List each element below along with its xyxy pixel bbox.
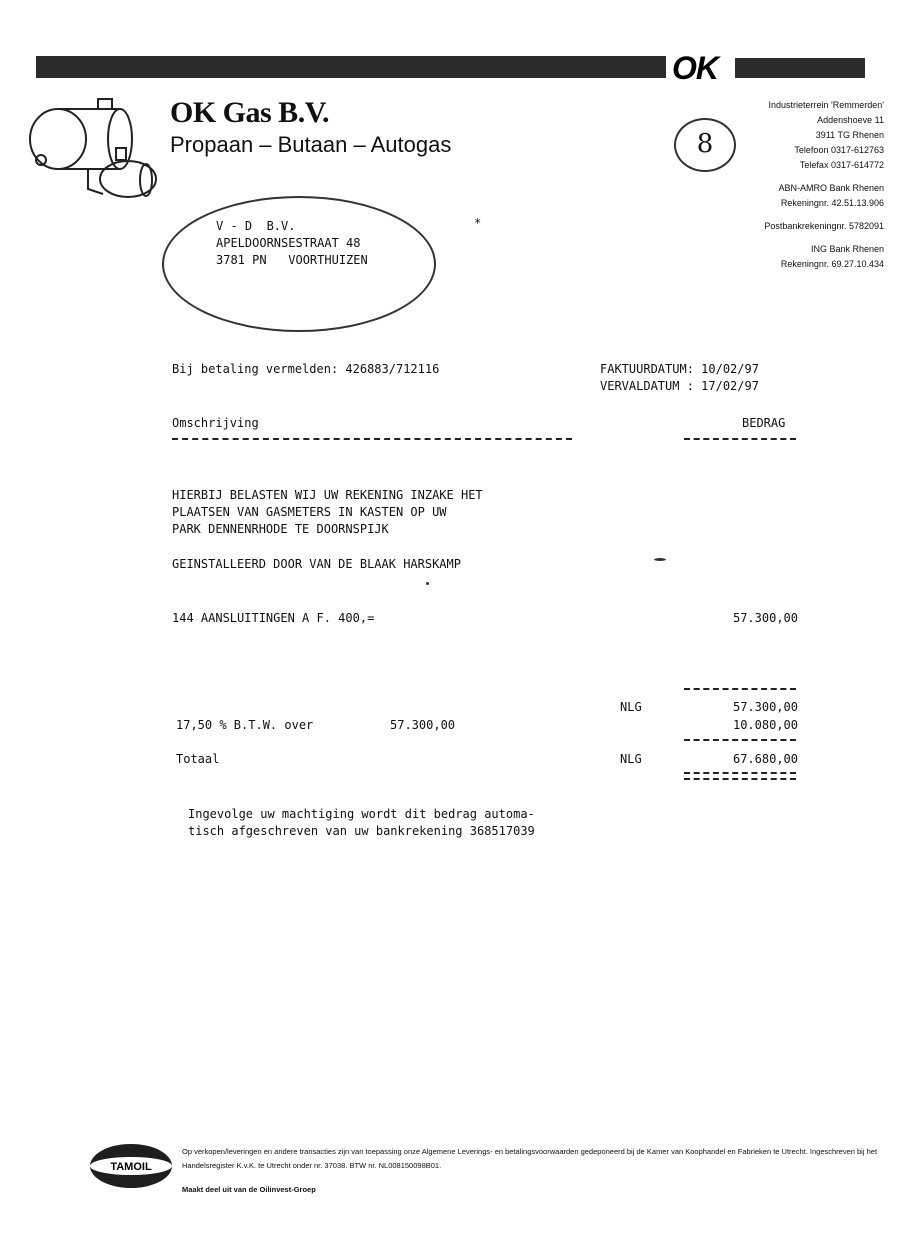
- address-line: ABN-AMRO Bank Rhenen: [778, 183, 884, 193]
- subtotal-amount: 57.300,00: [732, 700, 798, 714]
- description-line: HIERBIJ BELASTEN WIJ UW REKENING INZAKE HET: [172, 488, 483, 502]
- subtotal-currency: NLG: [620, 700, 642, 714]
- subtotal-rule: [684, 688, 796, 690]
- vat-text: 17,50 % B.T.W. over: [176, 718, 314, 732]
- vat-amount: 10.080,00: [732, 718, 798, 732]
- address-line: Rekeningnr. 69.27.10.434: [780, 259, 884, 269]
- address-line: Industrieterrein 'Remmerden': [768, 100, 884, 110]
- note-line: tisch afgeschreven van uw bankrekening 368517039: [188, 824, 535, 838]
- total-double-rule: [684, 772, 796, 780]
- column-header-amount: BEDRAG: [742, 416, 786, 430]
- recipient-street: APELDOORNSESTRAAT 48: [216, 236, 361, 250]
- recipient-marker: *: [474, 216, 482, 230]
- address-line: 3911 TG Rhenen: [815, 130, 884, 140]
- total-currency: NLG: [620, 752, 642, 766]
- invoice-date: FAKTUURDATUM: 10/02/97: [600, 362, 759, 376]
- tamoil-logo-text: TAMOIL: [110, 1161, 152, 1173]
- handwritten-number: 8: [674, 118, 736, 172]
- address-line: Telefax 0317-614772: [799, 160, 884, 170]
- tamoil-logo: [88, 1142, 174, 1190]
- gas-tank-illustration: [28, 94, 160, 204]
- recipient-address: [216, 218, 368, 269]
- company-tagline: Propaan – Butaan – Autogas: [170, 132, 452, 157]
- scan-speck: [654, 558, 666, 561]
- scan-speck: [426, 582, 429, 585]
- description-line: PLAATSEN VAN GASMETERS IN KASTEN OP UW: [172, 505, 447, 519]
- recipient-city: 3781 PN VOORTHUIZEN: [216, 253, 368, 267]
- company-name: OK Gas B.V.: [170, 96, 329, 129]
- address-line: Rekeningnr. 42.51.13.906: [780, 198, 884, 208]
- total-label: Totaal: [176, 752, 220, 766]
- installed-by: GEINSTALLEERD DOOR VAN DE BLAAK HARSKAMP: [172, 557, 461, 571]
- ok-logo: OK: [672, 50, 718, 86]
- address-gap: [704, 211, 884, 219]
- header-underline-amount: [684, 438, 796, 440]
- vat-base: 57.300,00: [390, 718, 456, 732]
- description-block: [172, 487, 483, 538]
- recipient-name: V - D B.V.: [216, 219, 296, 233]
- description-line: PARK DENNENRHODE TE DOORNSPIJK: [172, 522, 389, 536]
- header-band-right: [735, 58, 865, 78]
- footer-group: Maakt deel uit van de Oilinvest-Groep: [182, 1185, 316, 1194]
- payment-reference: Bij betaling vermelden: 426883/712116: [172, 362, 440, 376]
- total-rule: [684, 739, 796, 741]
- line-item-amount: 57.300,00: [732, 611, 798, 625]
- address-line: Addenshoeve 11: [817, 115, 884, 125]
- total-amount: 67.680,00: [732, 752, 798, 766]
- address-line: Postbankrekeningnr. 5782091: [764, 221, 884, 231]
- address-line: ING Bank Rhenen: [810, 244, 884, 254]
- header-band: [36, 56, 666, 78]
- column-header-description: Omschrijving: [172, 416, 259, 430]
- header-underline-description: [172, 438, 572, 440]
- footer-terms: Op verkopen/leveringen en andere transacties zijn van toepassing onze Algemene Leverings- en betalingsvoorwaarden gedeponeerd bij de Kamer van Koophandel en Fabrieken te Utrecht. Ingeschreven bij het Handelsregister K.v.K. te Utrecht onder nr. 37038. BTW nr. NL008150098B01.: [182, 1147, 878, 1170]
- note-line: Ingevolge uw machtiging wordt dit bedrag automa-: [188, 807, 535, 821]
- direct-debit-note: [188, 806, 535, 840]
- address-gap: [704, 173, 884, 181]
- line-item-text: 144 AANSLUITINGEN A F. 400,=: [172, 611, 375, 625]
- due-date: VERVALDATUM : 17/02/97: [600, 379, 759, 393]
- address-gap: [704, 234, 884, 242]
- address-line: Telefoon 0317-612763: [794, 145, 884, 155]
- company-address-block: [704, 98, 884, 272]
